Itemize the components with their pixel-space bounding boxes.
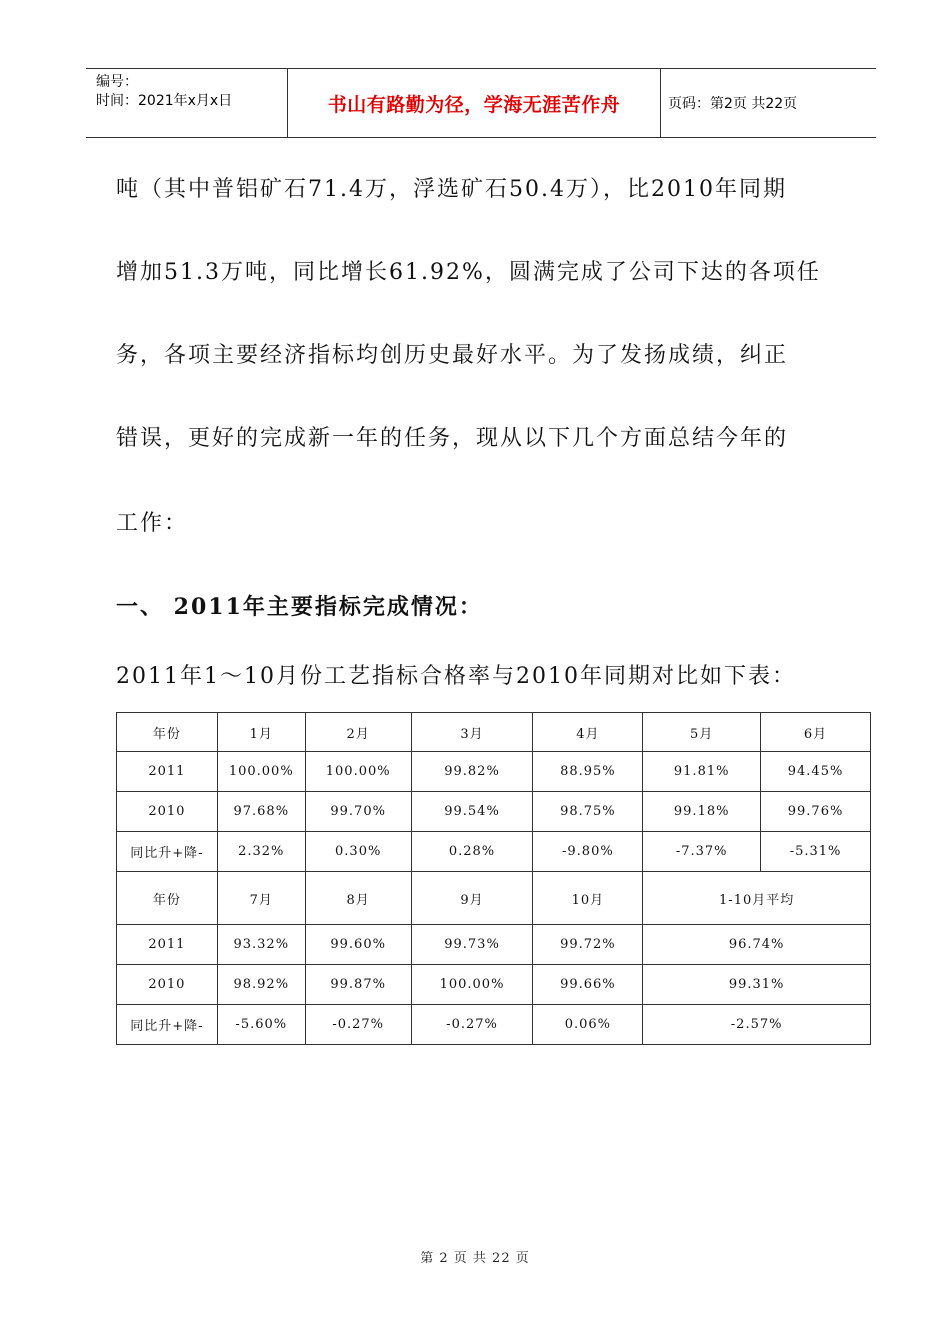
row-label: 2011 bbox=[117, 925, 218, 965]
table-cell: 100.00% bbox=[305, 752, 411, 792]
table-cell: 100.00% bbox=[411, 965, 533, 1005]
table-cell: 0.06% bbox=[533, 1005, 643, 1045]
table-row bbox=[117, 1005, 871, 1045]
header-cell: 1-10月平均 bbox=[643, 872, 871, 925]
section-heading: 一、 2011年主要指标完成情况： bbox=[116, 594, 483, 620]
header-divider bbox=[660, 69, 661, 137]
header-motto: 书山有路勤为径，学海无涯苦作舟 bbox=[327, 93, 621, 116]
table-header-row bbox=[117, 713, 871, 752]
table-cell: 99.87% bbox=[305, 965, 411, 1005]
header-cell: 5月 bbox=[643, 713, 761, 752]
table-cell: 99.31% bbox=[643, 965, 871, 1005]
table-row bbox=[117, 925, 871, 965]
table-header-row bbox=[117, 872, 871, 925]
header-cell: 年份 bbox=[117, 713, 218, 752]
header-cell: 6月 bbox=[761, 713, 871, 752]
paragraph-line-5: 工作： bbox=[116, 511, 189, 536]
table-cell: -0.27% bbox=[305, 1005, 411, 1045]
table-cell: -2.57% bbox=[643, 1005, 871, 1045]
number-label: 编号： bbox=[96, 74, 138, 90]
table-cell: 91.81% bbox=[643, 752, 761, 792]
table-cell: 99.70% bbox=[305, 792, 411, 832]
paragraph-line-1: 吨（其中普铝矿石71.4万，浮选矿石50.4万），比2010年同期 bbox=[116, 177, 787, 202]
header-cell: 1月 bbox=[217, 713, 305, 752]
page-header bbox=[86, 68, 876, 138]
paragraph-line-2: 增加51.3万吨，同比增长61.92%，圆满完成了公司下达的各项任 bbox=[116, 260, 821, 285]
qualification-rate-table bbox=[116, 712, 871, 1045]
table-cell: 99.60% bbox=[305, 925, 411, 965]
table-intro: 2011年1～10月份工艺指标合格率与2010年同期对比如下表： bbox=[116, 664, 796, 689]
table-row bbox=[117, 832, 871, 872]
table-cell: 0.30% bbox=[305, 832, 411, 872]
table-row bbox=[117, 752, 871, 792]
header-cell: 3月 bbox=[411, 713, 533, 752]
table-cell: 100.00% bbox=[217, 752, 305, 792]
header-cell: 8月 bbox=[305, 872, 411, 925]
header-cell: 9月 bbox=[411, 872, 533, 925]
header-cell: 2月 bbox=[305, 713, 411, 752]
table-cell: 99.73% bbox=[411, 925, 533, 965]
header-page-number: 页码：第2页 共22页 bbox=[668, 96, 798, 112]
table-cell: -9.80% bbox=[533, 832, 643, 872]
paragraph-line-4: 错误，更好的完成新一年的任务，现从以下几个方面总结今年的 bbox=[116, 426, 789, 451]
table-row bbox=[117, 792, 871, 832]
row-label: 2010 bbox=[117, 965, 218, 1005]
table-cell: 97.68% bbox=[217, 792, 305, 832]
table-cell: 99.54% bbox=[411, 792, 533, 832]
table-cell: 93.32% bbox=[217, 925, 305, 965]
paragraph-line-3: 务，各项主要经济指标均创历史最好水平。为了发扬成绩，纠正 bbox=[116, 343, 789, 368]
table-cell: 99.72% bbox=[533, 925, 643, 965]
table-cell: 94.45% bbox=[761, 752, 871, 792]
header-meta bbox=[96, 73, 232, 111]
table-cell: 98.92% bbox=[217, 965, 305, 1005]
table-cell: 99.66% bbox=[533, 965, 643, 1005]
table-cell: 88.95% bbox=[533, 752, 643, 792]
row-label: 同比升+降- bbox=[117, 832, 218, 872]
table-cell: 2.32% bbox=[217, 832, 305, 872]
table-cell: -7.37% bbox=[643, 832, 761, 872]
table-cell: 99.82% bbox=[411, 752, 533, 792]
table-cell: -5.31% bbox=[761, 832, 871, 872]
header-cell: 7月 bbox=[217, 872, 305, 925]
table-cell: 99.76% bbox=[761, 792, 871, 832]
header-cell: 10月 bbox=[533, 872, 643, 925]
page-footer: 第 2 页 共 22 页 bbox=[420, 1251, 530, 1266]
table-cell: 0.28% bbox=[411, 832, 533, 872]
table-cell: 99.18% bbox=[643, 792, 761, 832]
row-label: 同比升+降- bbox=[117, 1005, 218, 1045]
header-cell: 年份 bbox=[117, 872, 218, 925]
table-cell: 96.74% bbox=[643, 925, 871, 965]
time-label: 时间：2021年x月x日 bbox=[96, 93, 233, 109]
table-cell: -0.27% bbox=[411, 1005, 533, 1045]
header-cell: 4月 bbox=[533, 713, 643, 752]
row-label: 2011 bbox=[117, 752, 218, 792]
table-row bbox=[117, 965, 871, 1005]
table-cell: -5.60% bbox=[217, 1005, 305, 1045]
table-cell: 98.75% bbox=[533, 792, 643, 832]
row-label: 2010 bbox=[117, 792, 218, 832]
